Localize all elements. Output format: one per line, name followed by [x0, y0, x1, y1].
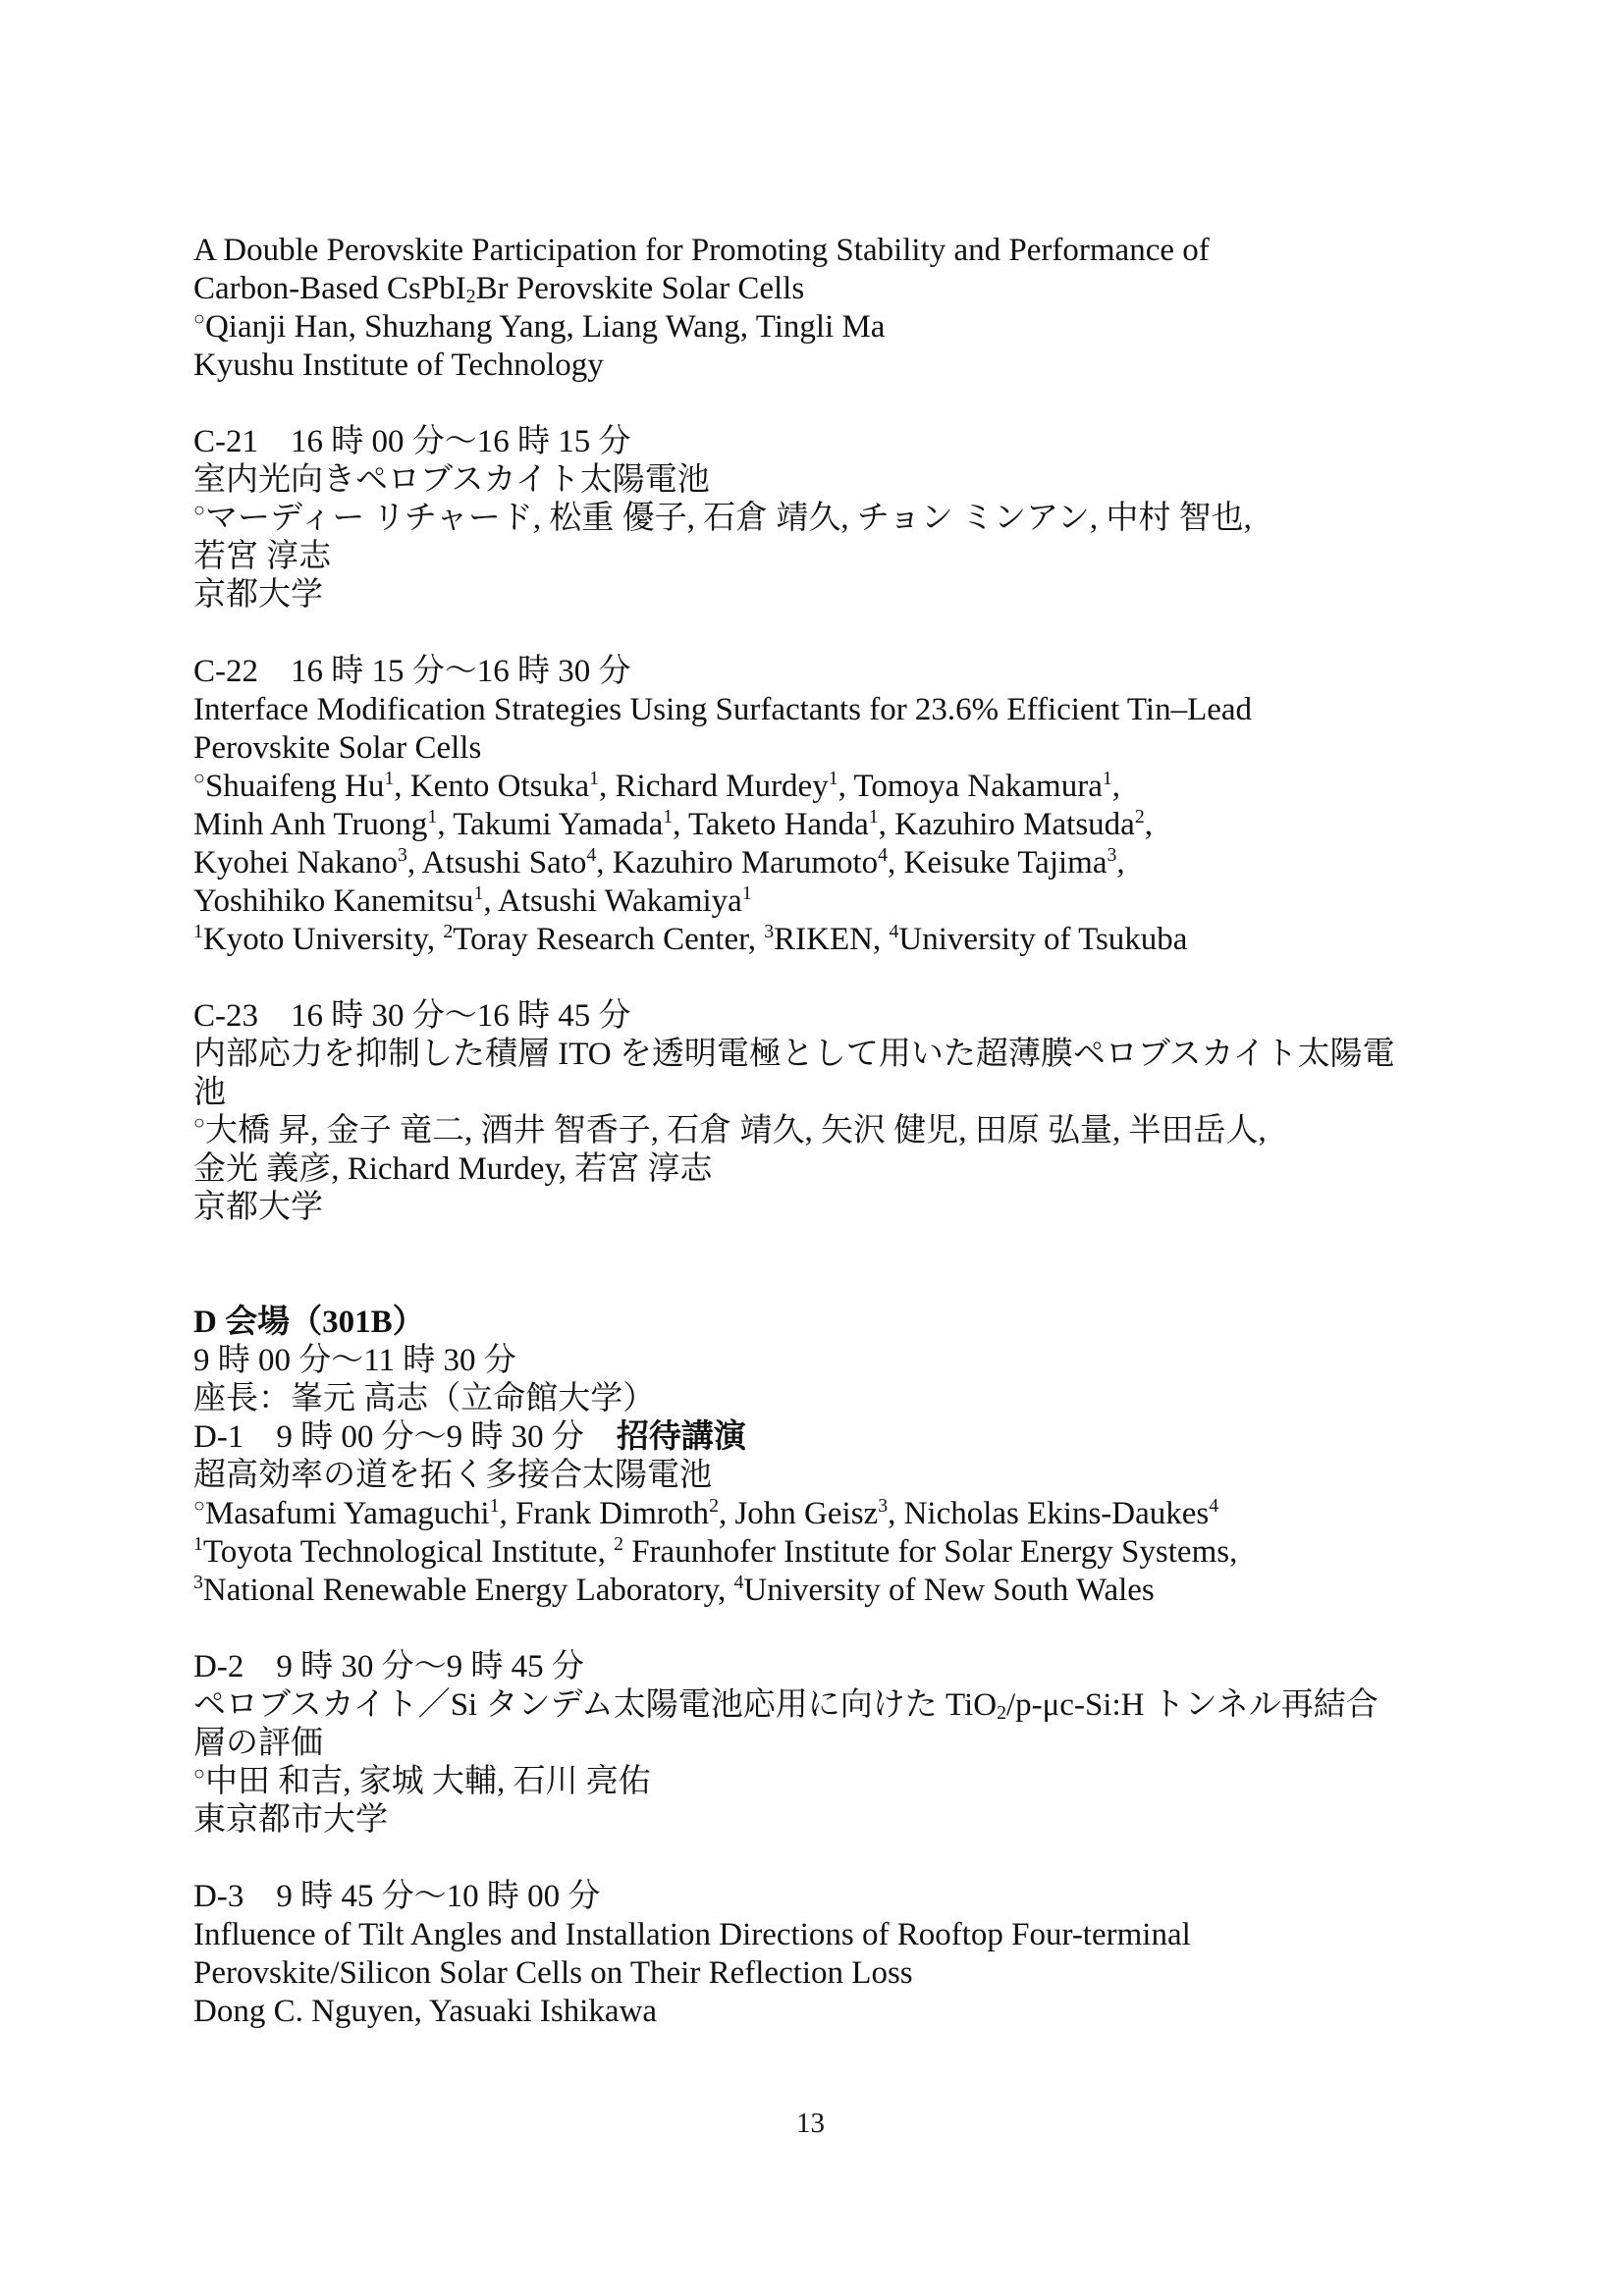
- c20-authors: [193, 308, 1470, 347]
- d2-title-line-2: 層の評価: [193, 1726, 323, 1761]
- d1-affiliations-line-1: [193, 1533, 1470, 1572]
- d2-authors: [193, 1763, 1470, 1801]
- author-affil-sup: 1: [741, 882, 752, 905]
- author-name: Frank Dimroth: [514, 1496, 710, 1531]
- author-name: Taketo Handa: [688, 807, 869, 842]
- affiliation-name: University of New South Wales: [743, 1573, 1155, 1608]
- author-affil-sup: 1: [473, 882, 484, 905]
- affiliation-name: Kyoto University,: [202, 922, 444, 957]
- spacer: [193, 1840, 1470, 1878]
- affiliation-name: University of Tsukuba: [898, 922, 1188, 957]
- c21-entry: [193, 423, 1470, 614]
- author-name: Kazuhiro Marumoto: [612, 845, 879, 881]
- affil-sup: 2: [443, 921, 454, 943]
- session-d-time: 9 時 00 分～11 時 30 分: [193, 1343, 516, 1378]
- c22-time: C-22 16 時 15 分～16 時 30 分: [193, 654, 631, 689]
- session-d-chair: 座長：峯元 高志（立命館大学）: [193, 1381, 656, 1416]
- author-affil-sup: 3: [1107, 844, 1117, 867]
- c21-time: C-21 16 時 00 分～16 時 15 分: [193, 424, 631, 459]
- author-affil-sup: 1: [427, 806, 438, 828]
- c23-authors-line-2: 金光 義彦, Richard Murdey, 若宮 淳志: [193, 1151, 713, 1187]
- c20-title-part-b: Br Perovskite Solar Cells: [475, 271, 805, 306]
- d1-title: 超高効率の道を拓く多接合太陽電池: [193, 1458, 712, 1493]
- author-name: Minh Anh Truong: [193, 807, 428, 842]
- d3-entry: [193, 1878, 1470, 2031]
- d3-title-line-1: Influence of Tilt Angles and Installation Directions of Rooftop Four-terminal: [193, 1917, 1191, 1952]
- author-affil-sup: 2: [709, 1495, 719, 1518]
- author-affil-sup: 1: [489, 1495, 500, 1518]
- author-name: Kento Otsuka: [409, 769, 590, 804]
- author-affil-sup: 1: [868, 806, 879, 828]
- d2-title-line-1: [193, 1686, 1470, 1725]
- affiliation-name: Fraunhofer Institute for Solar Energy Systems,: [631, 1534, 1238, 1570]
- d3-title-line-2: Perovskite/Silicon Solar Cells on Their Reflection Loss: [193, 1955, 913, 1991]
- session-d-heading: D 会場（301B）: [193, 1305, 425, 1340]
- page-number: 13: [796, 2108, 825, 2139]
- c21-affiliation: 京都大学: [193, 577, 323, 613]
- presenter-mark: ○: [193, 1495, 205, 1518]
- program-listing: [193, 232, 1470, 2031]
- author-name: Kyohei Nakano: [193, 845, 399, 881]
- spacer: [193, 1227, 1470, 1304]
- spacer: [193, 959, 1470, 997]
- d2-time: D-2 9 時 30 分～9 時 45 分: [193, 1649, 584, 1684]
- author-affil-sup: 4: [586, 844, 597, 867]
- c23-entry: [193, 997, 1470, 1227]
- c22-authors-line-3: Kyohei Nakano$^3$, Atsushi Sato$^4$, Kazuhiro Marumoto$^4$, Keisuke Tajima$^3$,: [193, 844, 1125, 881]
- c21-authors-line-1: [193, 500, 1470, 538]
- c20-entry: [193, 232, 1470, 385]
- author-affil-sup: 1: [589, 768, 600, 790]
- author-name: Masafumi Yamaguchi: [204, 1496, 490, 1531]
- invited-talk-tag: 招待講演: [616, 1419, 746, 1455]
- d2-title-subscript: 2: [997, 1701, 1006, 1724]
- author-name: Kazuhiro Matsuda: [894, 807, 1135, 842]
- d1-time-line: [193, 1418, 1470, 1457]
- affil-sup: 3: [764, 921, 775, 943]
- c20-title-line-2: [193, 270, 1470, 308]
- affil-sup: 4: [889, 921, 899, 943]
- author-affil-sup: 1: [1102, 768, 1112, 790]
- author-name: Yoshihiko Kanemitsu: [193, 883, 474, 919]
- author-name: Shuaifeng Hu: [204, 769, 385, 804]
- spacer: [193, 1610, 1470, 1648]
- affil-sup: 3: [193, 1572, 203, 1594]
- presenter-mark: ○: [193, 1112, 205, 1135]
- d2-title-part-b: /p-μc-Si:H トンネル再結合: [1005, 1687, 1378, 1723]
- d3-time: D-3 9 時 45 分～10 時 00 分: [193, 1879, 601, 1914]
- author-affil-sup: 1: [828, 768, 838, 790]
- presenter-mark: ○: [193, 768, 205, 790]
- affil-sup: 1: [193, 921, 203, 943]
- c22-authors-line-1: ○Shuaifeng Hu$^1$, Kento Otsuka$^1$, Richard Murdey$^1$, Tomoya Nakamura$^1$,: [193, 768, 1121, 804]
- author-name: Atsushi Sato: [421, 845, 587, 881]
- author-name: John Geisz: [734, 1496, 879, 1531]
- c22-authors-line-4: Yoshihiko Kanemitsu$^1$, Atsushi Wakamiya$^1$: [193, 882, 752, 919]
- affil-sup: 4: [733, 1572, 744, 1594]
- c22-title-line-1: Interface Modification Strategies Using Surfactants for 23.6% Efficient Tin–Lead: [193, 692, 1253, 727]
- author-affil-sup: 1: [384, 768, 395, 790]
- author-affil-sup: 3: [878, 1495, 889, 1518]
- affiliation-name: RIKEN,: [774, 922, 890, 957]
- spacer: [193, 385, 1470, 423]
- c22-entry: [193, 653, 1470, 959]
- author-affil-sup: 4: [878, 844, 889, 867]
- c20-author-names: Qianji Han, Shuzhang Yang, Liang Wang, Tingli Ma: [204, 309, 886, 345]
- d1-time: D-1 9 時 00 分～9 時 30 分: [193, 1419, 617, 1455]
- affil-sup: 2: [614, 1533, 623, 1556]
- author-name: Tomoya Nakamura: [853, 769, 1103, 804]
- spacer: [193, 614, 1470, 653]
- c22-affiliations: [193, 921, 1470, 959]
- c21-title: 室内光向きペロブスカイト太陽電池: [193, 462, 710, 498]
- d2-title-part-a: ペロブスカイト／Si タンデム太陽電池応用に向けた TiO: [193, 1687, 998, 1723]
- c23-time: C-23 16 時 30 分～16 時 45 分: [193, 998, 631, 1034]
- c20-title-subscript: 2: [465, 285, 476, 307]
- d1-affiliations-line-2: [193, 1572, 1470, 1610]
- c22-title-line-2: Perovskite Solar Cells: [193, 730, 482, 766]
- affiliation-name: Toyota Technological Institute,: [202, 1534, 615, 1570]
- affiliation-name: Toray Research Center,: [453, 922, 765, 957]
- c22-authors-line-2: Minh Anh Truong$^1$, Takumi Yamada$^1$, Taketo Handa$^1$, Kazuhiro Matsuda$^2$,: [193, 806, 1153, 842]
- d1-entry: [193, 1418, 1470, 1610]
- presenter-mark: ○: [193, 1763, 205, 1786]
- c23-authors-line-1: [193, 1112, 1470, 1150]
- affiliation-name: National Renewable Energy Laboratory,: [202, 1573, 734, 1608]
- c20-title-line-1: A Double Perovskite Participation for Promoting Stability and Performance of: [193, 233, 1210, 268]
- author-name: Keisuke Tajima: [903, 845, 1108, 881]
- author-name: Nicholas Ekins-Daukes: [903, 1496, 1210, 1531]
- c23-title-line-2: 池: [193, 1075, 226, 1110]
- session-d: [193, 1304, 1470, 1418]
- author-affil-sup: 1: [663, 806, 674, 828]
- d2-author-names: 中田 和吉, 家城 大輔, 石川 亮佑: [204, 1764, 651, 1799]
- c20-title-part-a: Carbon-Based CsPbI: [193, 271, 466, 306]
- c21-author-names-1: マーディー リチャード, 松重 優子, 石倉 靖久, チョン ミンアン, 中村 智也,: [204, 501, 1252, 536]
- c20-affiliation: Kyushu Institute of Technology: [193, 347, 604, 383]
- d1-authors: ○Masafumi Yamaguchi$^1$, Frank Dimroth$^2$, John Geisz$^3$, Nicholas Ekins-Daukes$^4$: [193, 1495, 1219, 1531]
- author-name: Richard Murdey: [615, 769, 829, 804]
- affil-sup: 1: [193, 1533, 203, 1556]
- presenter-mark: ○: [193, 308, 205, 331]
- author-name: Atsushi Wakamiya: [498, 883, 742, 919]
- d2-entry: [193, 1648, 1470, 1840]
- c23-title-line-1: 内部応力を抑制した積層 ITO を透明電極として用いた超薄膜ペロブスカイト太陽電: [193, 1037, 1395, 1072]
- author-affil-sup: 2: [1134, 806, 1145, 828]
- d2-affiliation: 東京都市大学: [193, 1802, 388, 1838]
- c21-authors-line-2: 若宮 淳志: [193, 539, 332, 574]
- author-affil-sup: 4: [1209, 1495, 1219, 1518]
- c23-affiliation: 京都大学: [193, 1190, 323, 1225]
- author-affil-sup: 3: [398, 844, 407, 867]
- presenter-mark: ○: [193, 500, 205, 522]
- c23-author-names-1: 大橋 昇, 金子 竜二, 酒井 智香子, 石倉 靖久, 矢沢 健児, 田原 弘量, 半田岳人,: [204, 1113, 1267, 1148]
- d3-authors: Dong C. Nguyen, Yasuaki Ishikawa: [193, 1994, 658, 2029]
- author-name: Takumi Yamada: [453, 807, 664, 842]
